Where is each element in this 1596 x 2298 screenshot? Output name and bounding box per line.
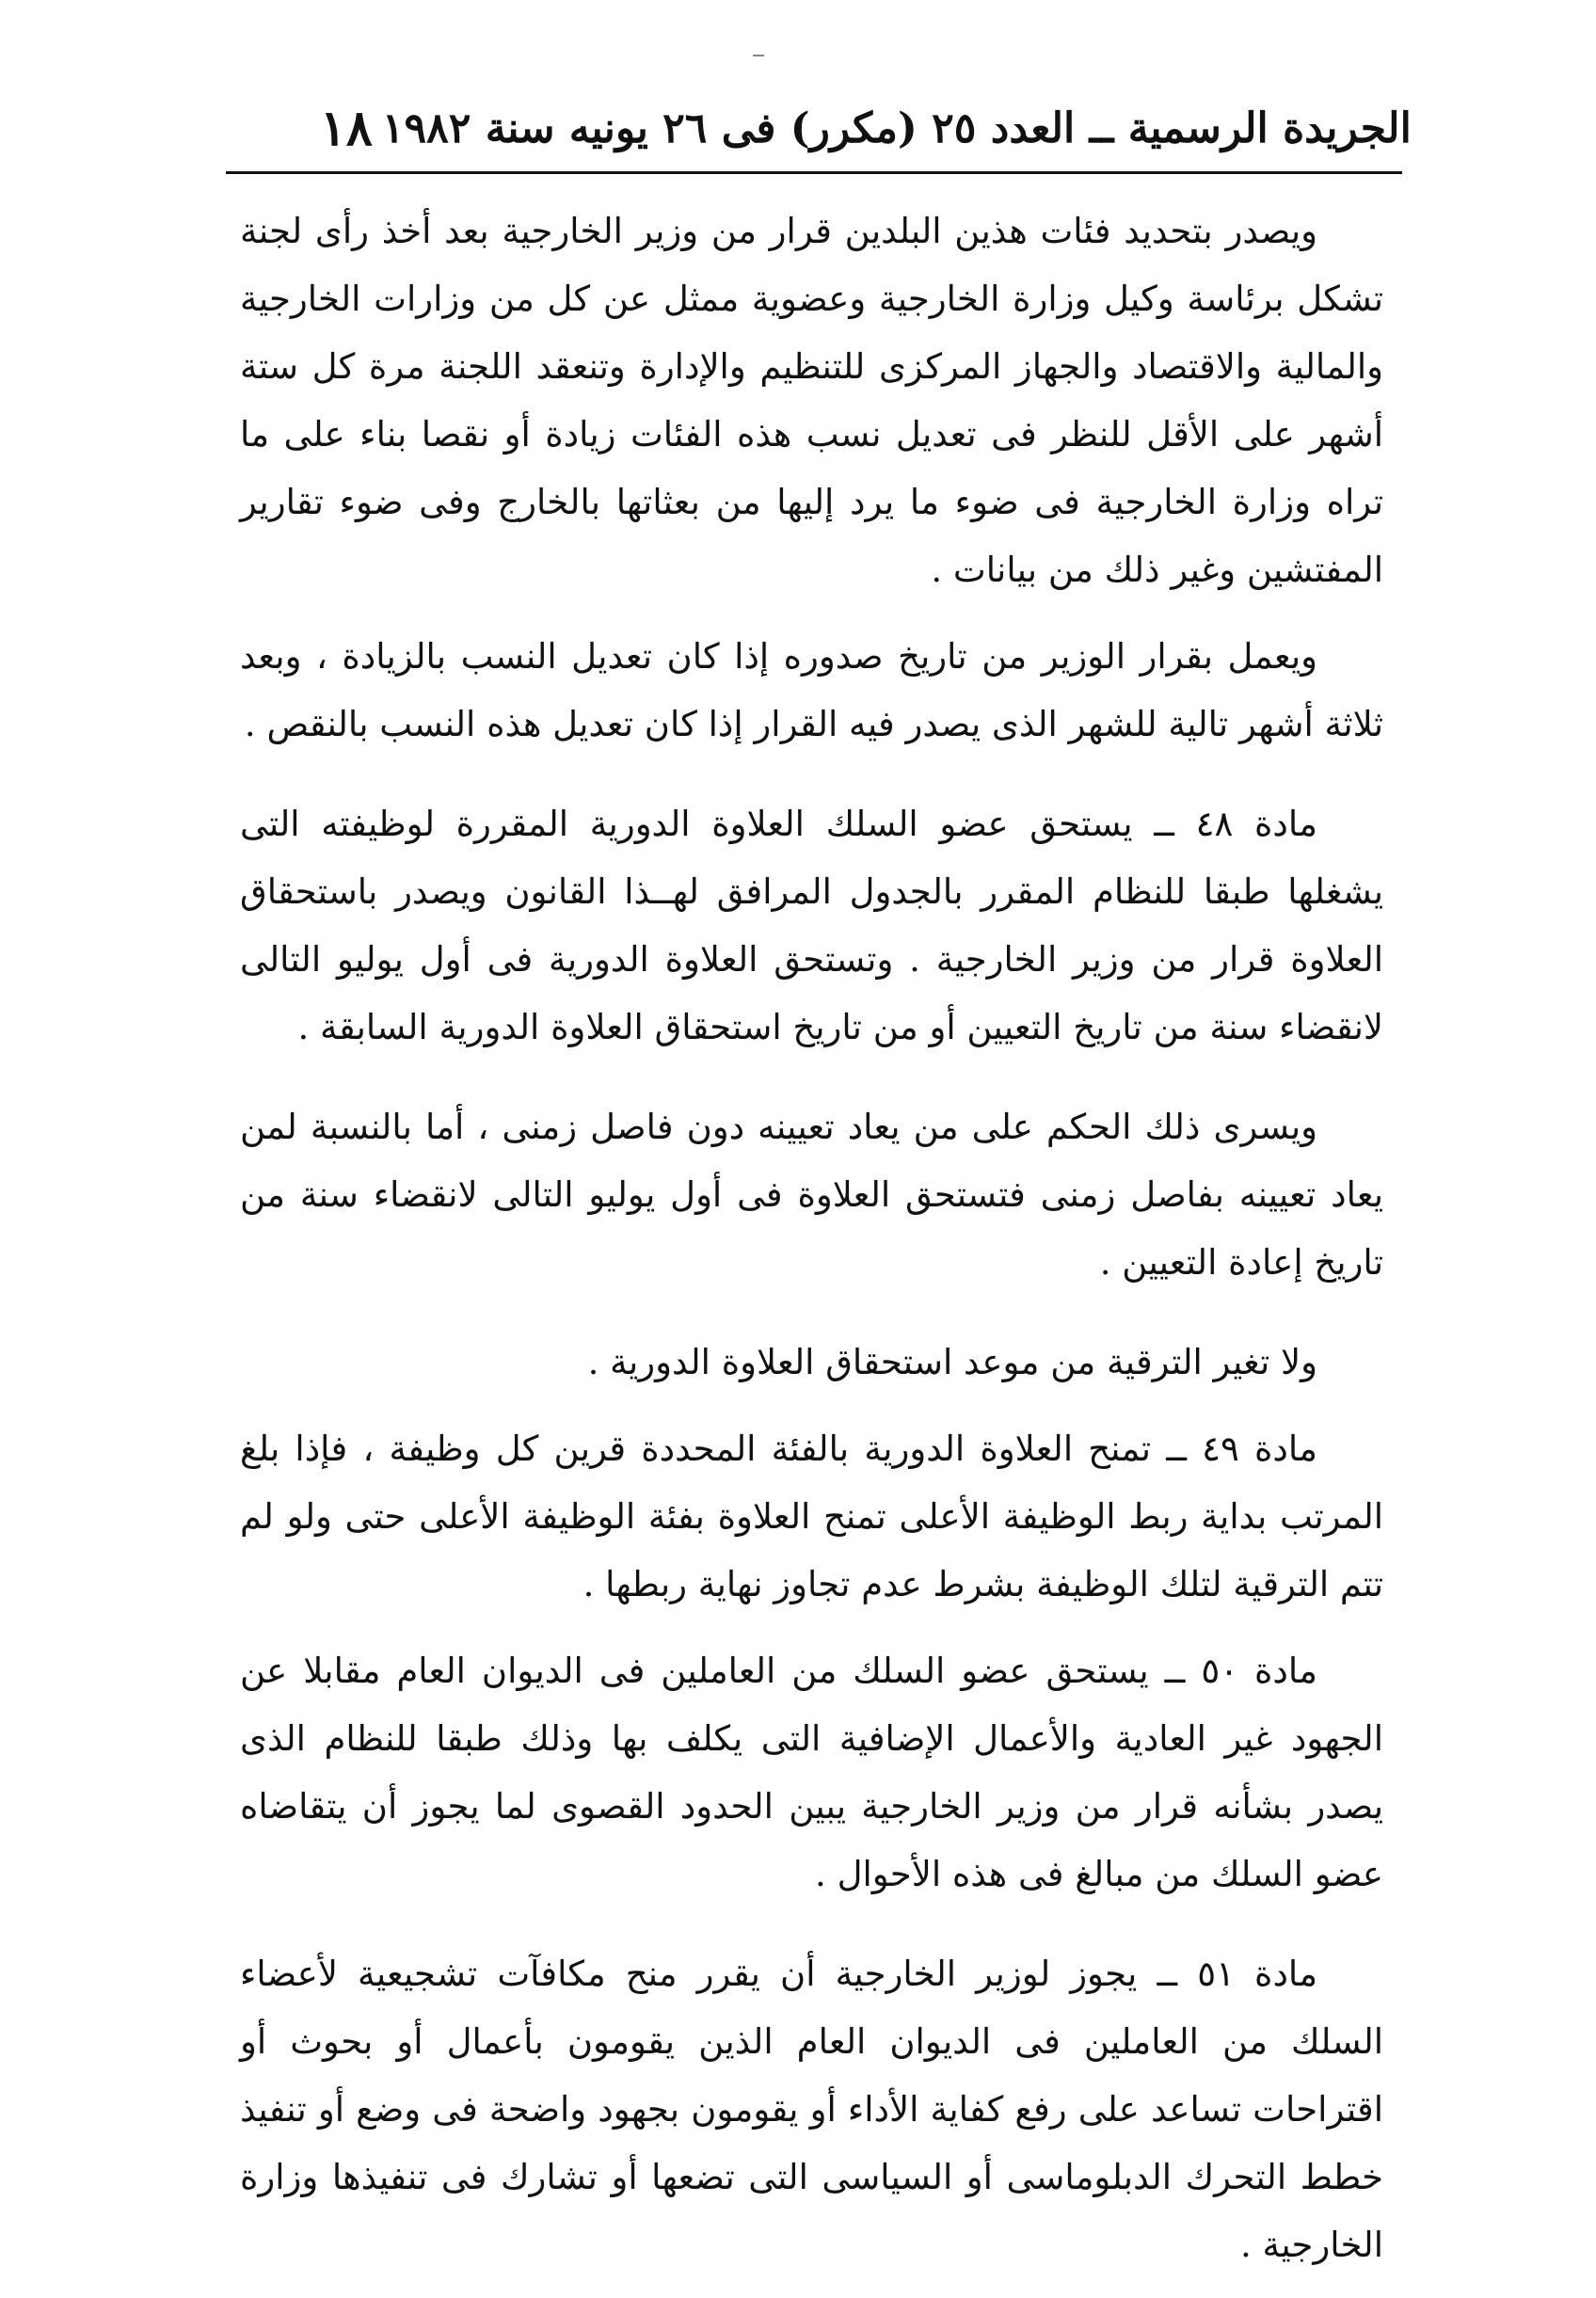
page-header — [282, 90, 1412, 166]
article-49: مادة ٤٩ ــ تمنح العلاوة الدورية بالفئة المحددة قرين كل وظيفة ، فإذا بلغ المرتب بداية ربط الوظيفة الأعلى تمنح العلاوة بفئة الوظيفة الأعلى حتى ولو لم تتم الترقية لتلك الوظيفة بشرط عدم تجاوز نهاية ربطها . — [240, 1428, 1383, 1604]
gazette-header-title: الجريدة الرسمية ــ العدد ٢٥ (مكرر) فى ٢٦ يونيه سنة ١٩٨٢ — [381, 104, 1412, 152]
paragraph: ويسرى ذلك الحكم على من يعاد تعيينه دون فاصل زمنى ، أما بالنسبة لمن يعاد تعيينه بفاصل زمنى فتستحق العلاوة فى أول يوليو التالى لانقضاء سنة من تاريخ إعادة التعيين . — [240, 1107, 1383, 1283]
article-50: مادة ٥٠ ــ يستحق عضو السلك من العاملين فى الديوان العام مقابلا عن الجهود غير العادية والأعمال الإضافية التى يكلف بها وذلك طبقا للنظام الذى يصدر بشأنه قرار من وزير الخارجية يبين الحدود القصوى لما يجوز أن يتقاضاه عضو السلك من مبالغ فى هذه الأحوال . — [240, 1651, 1383, 1894]
article-48: مادة ٤٨ ــ يستحق عضو السلك العلاوة الدورية المقررة لوظيفته التى يشغلها طبقا للنظام المقرر بالجدول المرافق لهــذا القانون ويصدر باستحقاق العلاوة قرار من وزير الخارجية . وتستحق العلاوة الدورية فى أول يوليو التالى لانقضاء سنة من تاريخ التعيين أو من تاريخ استحقاق العلاوة الدورية السابقة . — [240, 804, 1383, 1047]
article-51: مادة ٥١ ــ يجوز لوزير الخارجية أن يقرر منح مكافآت تشجيعية لأعضاء السلك من العاملين فى الديوان العام الذين يقومون بأعمال أو بحوث أو اقتراحات تساعد على رفع كفاية الأداء أو يقومون بجهود واضحة فى وضع أو تنفيذ خطط التحرك الدبلوماسى أو السياسى التى تضعها أو تشارك فى تنفيذها وزارة الخارجية . — [240, 1954, 1383, 2265]
paragraph: ولا تغير الترقية من موعد استحقاق العلاوة الدورية . — [587, 1342, 1317, 1382]
page-number: ١٨ — [320, 99, 373, 157]
paragraph: ويعمل بقرار الوزير من تاريخ صدوره إذا كان تعديل النسب بالزيادة ، وبعد ثلاثة أشهر تالية للشهر الذى يصدر فيه القرار إذا كان تعديل هذه النسب بالنقص . — [240, 636, 1383, 744]
header-divider — [226, 171, 1402, 174]
scan-mark — [753, 55, 764, 56]
article-body — [240, 198, 1383, 2298]
paragraph: ويصدر بتحديد فئات هذين البلدين قرار من وزير الخارجية بعد أخذ رأى لجنة تشكل برئاسة وكيل وزارة الخارجية وعضوية ممثل عن كل من وزارات الخارجية والمالية والاقتصاد والجهاز المركزى للتنظيم والإدارة وتنعقد اللجنة مرة كل ستة أشهر على الأقل للنظر فى تعديل نسب هذه الفئات زيادة أو نقصا بناء على ما تراه وزارة الخارجية فى ضوء ما يرد إليها من بعثاتها بالخارج وفى ضوء تقارير المفتشين وغير ذلك من بيانات . — [240, 211, 1383, 590]
